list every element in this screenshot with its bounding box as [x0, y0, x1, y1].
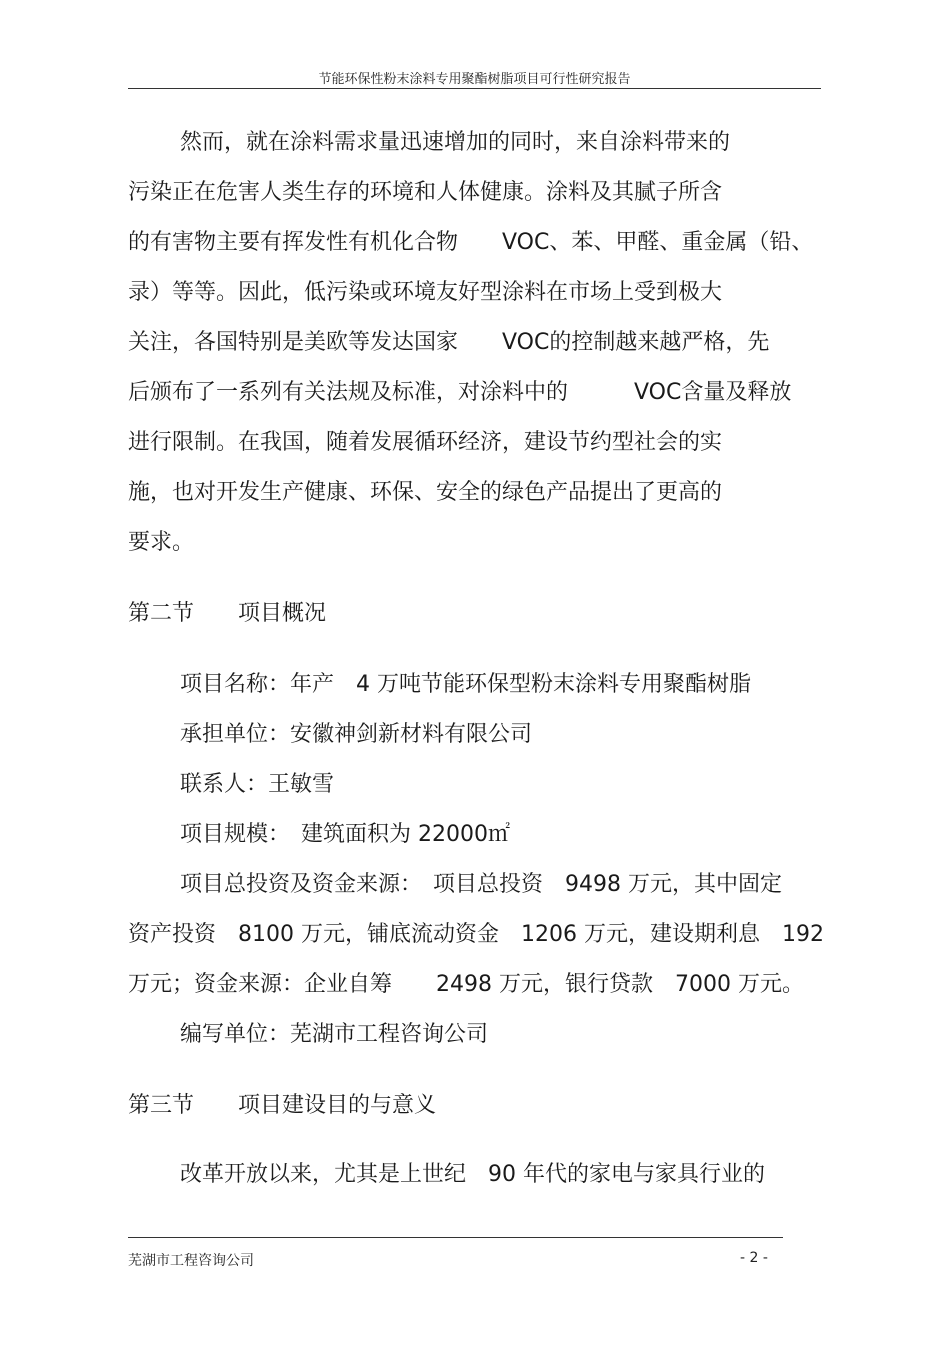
project-scale: 项目规模： 建筑面积为 22000㎡	[180, 822, 510, 847]
section-heading: 第二节 项目概况	[128, 601, 327, 626]
page-number: - 2 -	[740, 1250, 768, 1266]
section-heading: 第三节 项目建设目的与意义	[128, 1093, 437, 1118]
undertaker: 承担单位：安徽神剑新材料有限公司	[180, 722, 533, 747]
body-line: 进行限制。在我国，随着发展循环经济，建设节约型社会的实	[128, 430, 723, 455]
running-header: 节能环保性粉末涂料专用聚酯树脂项目可行性研究报告	[318, 72, 631, 87]
body-line: 要求。	[128, 530, 195, 555]
body-line: 改革开放以来，尤其是上世纪 90 年代的家电与家具行业的	[180, 1162, 765, 1187]
investment-line: 项目总投资及资金来源： 项目总投资 9498 万元，其中固定	[180, 872, 782, 897]
contact-person: 联系人：王敏雪	[180, 772, 335, 797]
footer-rule	[128, 1237, 783, 1238]
body-line: 的有害物主要有挥发性有机化合物 VOC、苯、甲醛、重金属（铅、	[128, 230, 814, 255]
footer-company: 芜湖市工程咨询公司	[128, 1253, 254, 1269]
body-line: 然而，就在涂料需求量迅速增加的同时，来自涂料带来的	[180, 130, 731, 155]
compiler-unit: 编写单位：芜湖市工程咨询公司	[180, 1022, 489, 1047]
body-line: 污染正在危害人类生存的环境和人体健康。涂料及其腻子所含	[128, 180, 723, 205]
body-line: 关注，各国特别是美欧等发达国家 VOC的控制越来越严格，先	[128, 330, 770, 355]
header-rule	[128, 88, 821, 89]
body-line: 施，也对开发生产健康、环保、安全的绿色产品提出了更高的	[128, 480, 723, 505]
investment-line: 万元；资金来源：企业自筹 2498 万元，银行贷款 7000 万元。	[128, 972, 804, 997]
project-name: 项目名称：年产 4 万吨节能环保型粉末涂料专用聚酯树脂	[180, 672, 751, 697]
investment-line: 资产投资 8100 万元，铺底流动资金 1206 万元，建设期利息 192	[128, 922, 824, 947]
body-line: 后颁布了一系列有关法规及标准，对涂料中的 VOC含量及释放	[128, 380, 792, 405]
body-line: 录）等等。因此，低污染或环境友好型涂料在市场上受到极大	[128, 280, 723, 305]
